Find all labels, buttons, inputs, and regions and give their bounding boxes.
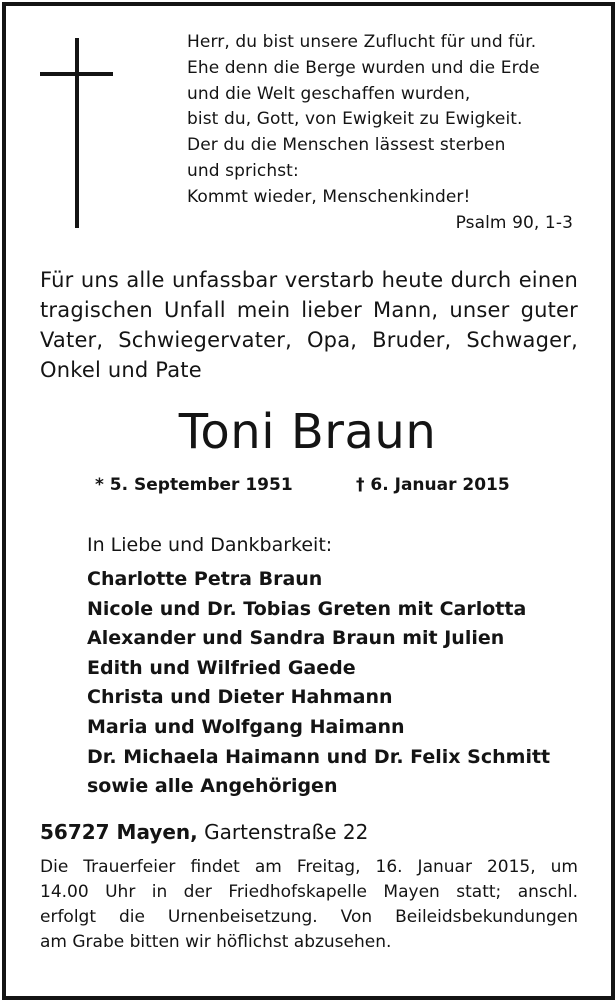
family-address <box>40 819 368 845</box>
announcement-line: Onkel und Pate <box>40 358 202 382</box>
psalm-reference: Psalm 90, 1-3 <box>455 212 573 233</box>
mourners-heading: In Liebe und Dankbarkeit: <box>87 534 333 556</box>
mourner-name: Edith und Wilfried Gaede <box>87 656 356 679</box>
psalm-line: Der du die Menschen lässest sterben <box>187 135 506 156</box>
mourners-list <box>87 565 550 802</box>
mourner-name: Maria und Wolfgang Haimann <box>87 715 405 738</box>
mourner-name: sowie alle Angehörigen <box>87 775 338 798</box>
address-city: 56727 Mayen, <box>40 820 198 844</box>
mourner-name: Alexander und Sandra Braun mit Julien <box>87 627 505 650</box>
mourner-name: Charlotte Petra Braun <box>87 568 323 590</box>
psalm-line: bist du, Gott, von Ewigkeit zu Ewigkeit. <box>187 109 523 130</box>
psalm-line: Kommt wieder, Menschenkinder! <box>187 186 471 207</box>
announcement-line: Vater, Schwiegervater, Opa, Bruder, Schwager, <box>40 328 578 352</box>
birth-date: * 5. September 1951 <box>95 475 293 495</box>
death-date: † 6. Januar 2015 <box>356 475 510 495</box>
deceased-name: Toni Braun <box>178 404 437 460</box>
funeral-service-info <box>40 855 578 955</box>
service-line: am Grabe bitten wir höflichst abzusehen. <box>40 932 392 952</box>
mourner-name: Christa und Dieter Hahmann <box>87 686 393 709</box>
cross-vertical-bar <box>75 38 79 228</box>
psalm-verse <box>187 30 577 236</box>
psalm-line: Ehe denn die Berge wurden und die Erde <box>187 57 540 78</box>
psalm-line: Herr, du bist unsere Zuflucht für und für. <box>187 32 537 52</box>
psalm-line: und die Welt geschaffen wurden, <box>187 83 471 104</box>
service-line: 14.00 Uhr in der Friedhofskapelle Mayen statt; anschl. <box>40 882 578 902</box>
address-street: Gartenstraße 22 <box>204 820 369 844</box>
service-line: Die Trauerfeier findet am Freitag, 16. Januar 2015, um <box>40 857 578 877</box>
announcement-line: Für uns alle unfassbar verstarb heute durch einen <box>40 268 578 292</box>
psalm-line: und sprichst: <box>187 160 299 181</box>
announcement-text <box>40 265 578 385</box>
service-line: erfolgt die Urnenbeisetzung. Von Beileidsbekundungen <box>40 907 578 927</box>
cross-horizontal-bar <box>40 72 113 76</box>
mourner-name: Dr. Michaela Haimann und Dr. Felix Schmitt <box>87 745 551 768</box>
mourner-name: Nicole und Dr. Tobias Greten mit Carlotta <box>87 597 527 620</box>
announcement-line: tragischen Unfall mein lieber Mann, unser guter <box>40 298 578 322</box>
